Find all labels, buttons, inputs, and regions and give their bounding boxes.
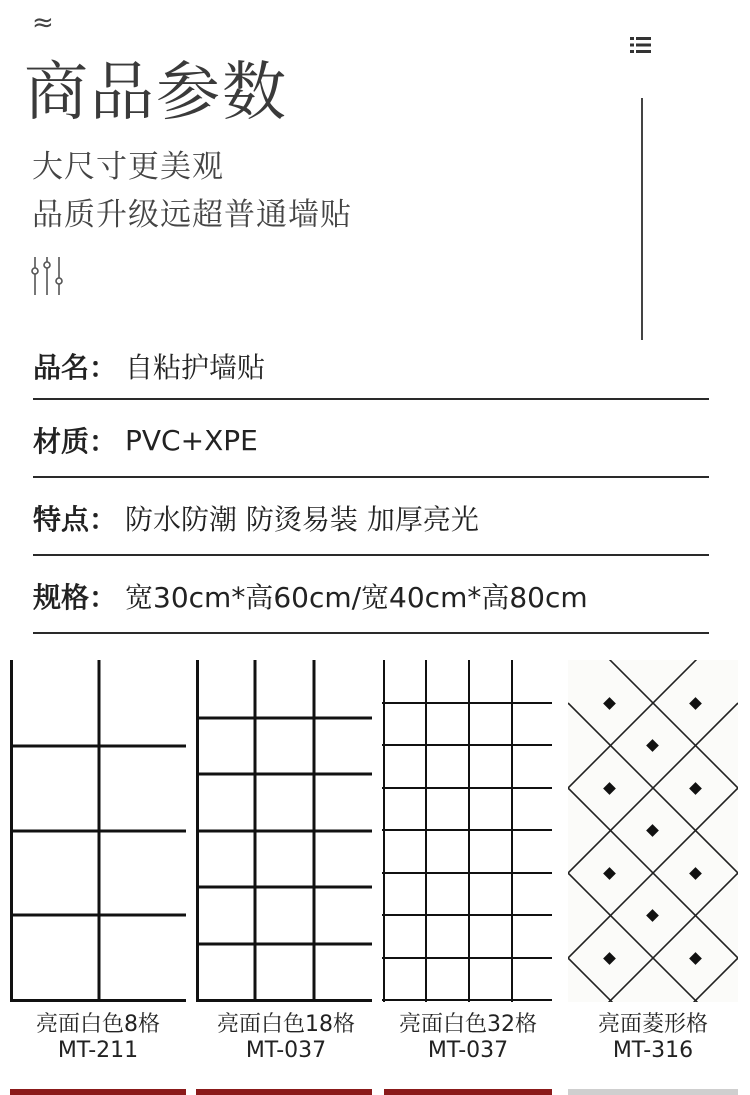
sliders-icon xyxy=(30,255,66,297)
tile-image-8-grid[interactable] xyxy=(10,660,186,1002)
subtitle-size: 大尺寸更美观 xyxy=(32,149,224,185)
product-name: 亮面菱形格 xyxy=(597,1012,708,1037)
subtitle-quality: 品质升级远超普通墙贴 xyxy=(32,197,352,233)
param-value: 宽30cm*高60cm/宽40cm*高80cm xyxy=(125,581,588,614)
param-value: PVC+XPE xyxy=(125,423,258,457)
param-key: 材质： xyxy=(33,425,118,458)
product-caption xyxy=(380,1012,556,1065)
list-menu-icon[interactable] xyxy=(628,34,654,56)
product-name: 亮面白色8格 xyxy=(36,1012,160,1037)
next-tile-edge xyxy=(196,1089,372,1095)
params-table xyxy=(33,330,709,634)
param-key: 品名： xyxy=(33,351,118,384)
product-caption xyxy=(196,1012,376,1065)
product-name: 亮面白色32格 xyxy=(399,1012,537,1037)
wave-icon: ≈ xyxy=(32,8,54,38)
param-key: 特点： xyxy=(33,503,118,536)
page-title: 商品参数 xyxy=(24,56,288,130)
param-row-features xyxy=(33,478,709,556)
param-value: 防水防潮 防烫易装 加厚亮光 xyxy=(125,503,479,536)
param-key: 规格： xyxy=(33,581,118,614)
product-code: MT-037 xyxy=(427,1038,509,1064)
param-value: 自粘护墙贴 xyxy=(125,351,266,384)
tile-image-32-grid[interactable] xyxy=(382,660,552,1002)
next-tile-edge xyxy=(384,1089,552,1095)
param-row-material xyxy=(33,400,709,478)
product-code: MT-037 xyxy=(245,1038,327,1064)
product-code: MT-316 xyxy=(612,1038,694,1064)
next-tile-edge xyxy=(568,1089,738,1095)
param-row-name xyxy=(33,330,709,400)
vertical-divider xyxy=(641,98,643,340)
product-caption xyxy=(565,1012,741,1065)
product-name: 亮面白色18格 xyxy=(217,1012,355,1037)
param-row-spec xyxy=(33,556,709,634)
product-caption xyxy=(10,1012,186,1065)
tile-image-18-grid[interactable] xyxy=(196,660,372,1002)
product-code: MT-211 xyxy=(57,1038,139,1064)
tile-image-diamond[interactable] xyxy=(568,660,738,1002)
next-tile-edge xyxy=(10,1089,186,1095)
